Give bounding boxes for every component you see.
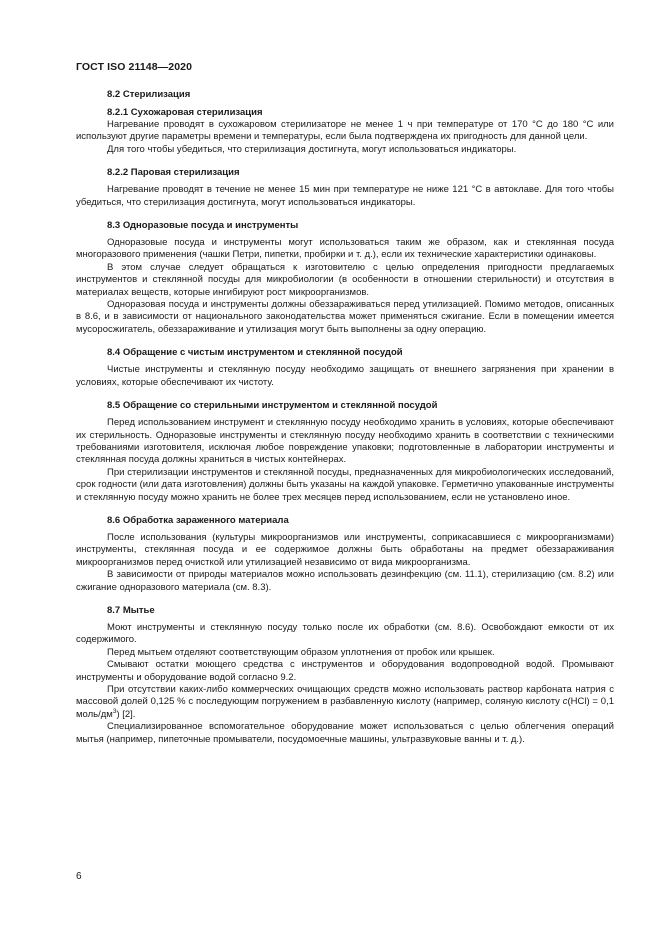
section-heading-8-6: 8.6 Обработка зараженного материала [107, 514, 289, 526]
paragraph: Специализированное вспомогательное оборудование может использоваться с целью облегчения операций мытья (например, пипеточные промыватели, посудомоечные машины, ультразвуковые ванны и т. д.). [76, 721, 614, 745]
paragraph: Перед использованием инструмент и стеклянную посуду необходимо хранить в условиях, которые обеспечивают их стерильность. Одноразовые инструменты и стеклянную посуду необходимо хранить в соответствии с техническими требованиями изготовителя, исключая любое повреждение упаковки; подготовленные в лаборатории инструменты и стеклянная посуда должны храниться в чистых контейнерах. [76, 417, 614, 466]
paragraph: В этом случае следует обращаться к изготовителю с целью определения пригодности предлагаемых инструментов и стеклянной посуды для микробиологии (в особенности в отношении стерильности) и отсутствия в материалах веществ, которые ингибируют рост микроорганизмов. [76, 261, 614, 298]
paragraph-text: При отсутствии каких-либо коммерческих очищающих средств можно использовать раствор карбоната натрия с массовой долей 0,125 % с последующим погружением в разбавленную кислоту (например, соляную кислоту [76, 684, 614, 708]
page-content [76, 88, 614, 746]
paragraph: Нагревание проводят в сухожаровом стерилизаторе не менее 1 ч при температуре от 170 °С до 180 °С или используют другие параметры времени и температуры, если была подтверждена их пригодность для данной цели. [76, 119, 614, 143]
paragraph-formula [76, 684, 614, 721]
section-heading-8-7: 8.7 Мытье [107, 604, 155, 616]
paragraph: Нагревание проводят в течение не менее 15 мин при температуре не ниже 121 °С в автоклаве. Для того чтобы убедиться, что стерилизация достигнута, могут использоваться индикаторы. [76, 184, 614, 208]
paragraph: Моют инструменты и стеклянную посуду только после их обработки (см. 8.6). Освобождают емкости от их содержимого. [76, 621, 614, 646]
paragraph: Одноразовые посуда и инструменты могут использоваться таким же образом, как и стеклянная посуда многоразового применения (чашки Петри, пипетки, пробирки и т. д.), если их технические характеристики одинаковы. [76, 237, 614, 261]
paragraph: Для того чтобы убедиться, что стерилизация достигнута, могут использоваться индикаторы. [107, 143, 517, 155]
page-number: 6 [76, 871, 82, 882]
document-code-header: ГОСТ ISO 21148—2020 [76, 61, 193, 73]
section-heading-8-3: 8.3 Одноразовые посуда и инструменты [107, 220, 299, 232]
formula-end: ) [2]. [116, 708, 136, 720]
paragraph: Одноразовая посуда и инструменты должны обеззараживаться перед утилизацией. Помимо методов, описанных в 8.6, и в зависимости от национального законодательства может применяться сжигание. Если в помещении имеется мусоросжигатель, обеззараживание и утилизация могут быть выполнены за одну операцию. [76, 299, 614, 335]
paragraph: Чистые инструменты и стеклянную посуду необходимо защищать от внешнего загрязнения при хранении в условиях, которые обеспечивают их чистоту. [76, 364, 614, 388]
concentration-symbol: c [562, 696, 568, 708]
paragraph: Смывают остатки моющего средства с инструментов и оборудования водопроводной водой. Промывают инструменты и оборудование водой согласно 9.2. [76, 659, 614, 683]
paragraph: После использования (культуры микроорганизмов или инструменты, соприкасавшиеся с микроорганизмами) инструменты, стеклянная посуда и ее содержимое должны быть обработаны на предмет обеззараживания микроорганизмов перед очисткой или утилизацией независимо от вида микроорганизма. [76, 531, 614, 568]
section-heading-8-2: 8.2 Стерилизация [107, 89, 191, 100]
section-heading-8-2-2: 8.2.2 Паровая стерилизация [107, 167, 240, 179]
paragraph: При стерилизации инструментов и стеклянной посуды, предназначенных для микробиологических исследований, срок годности (или дата изготовления) должны быть указаны на каждой упаковке. Герметично упакованные инструменты и стеклянную посуду можно хранить не более трех месяцев перед использованием, если не установлено иное. [76, 466, 614, 503]
formula-text: (HCl) = 0,1 моль/дм [76, 696, 614, 720]
section-heading-8-2-1: 8.2.1 Сухожаровая стерилизация [107, 107, 263, 118]
section-heading-8-4: 8.4 Обращение с чистым инструментом и стеклянной посудой [107, 347, 403, 359]
section-heading-8-5: 8.5 Обращение со стерильными инструментом и стеклянной посудой [107, 400, 438, 412]
paragraph: В зависимости от природы материалов можно использовать дезинфекцию (см. 11.1), стерилизацию (см. 8.2) или сжигание одноразового материала (см. 8.3). [76, 569, 614, 593]
paragraph: Перед мытьем отделяют соответствующим образом уплотнения от пробок или крышек. [107, 646, 495, 658]
superscript: 3 [112, 707, 117, 715]
